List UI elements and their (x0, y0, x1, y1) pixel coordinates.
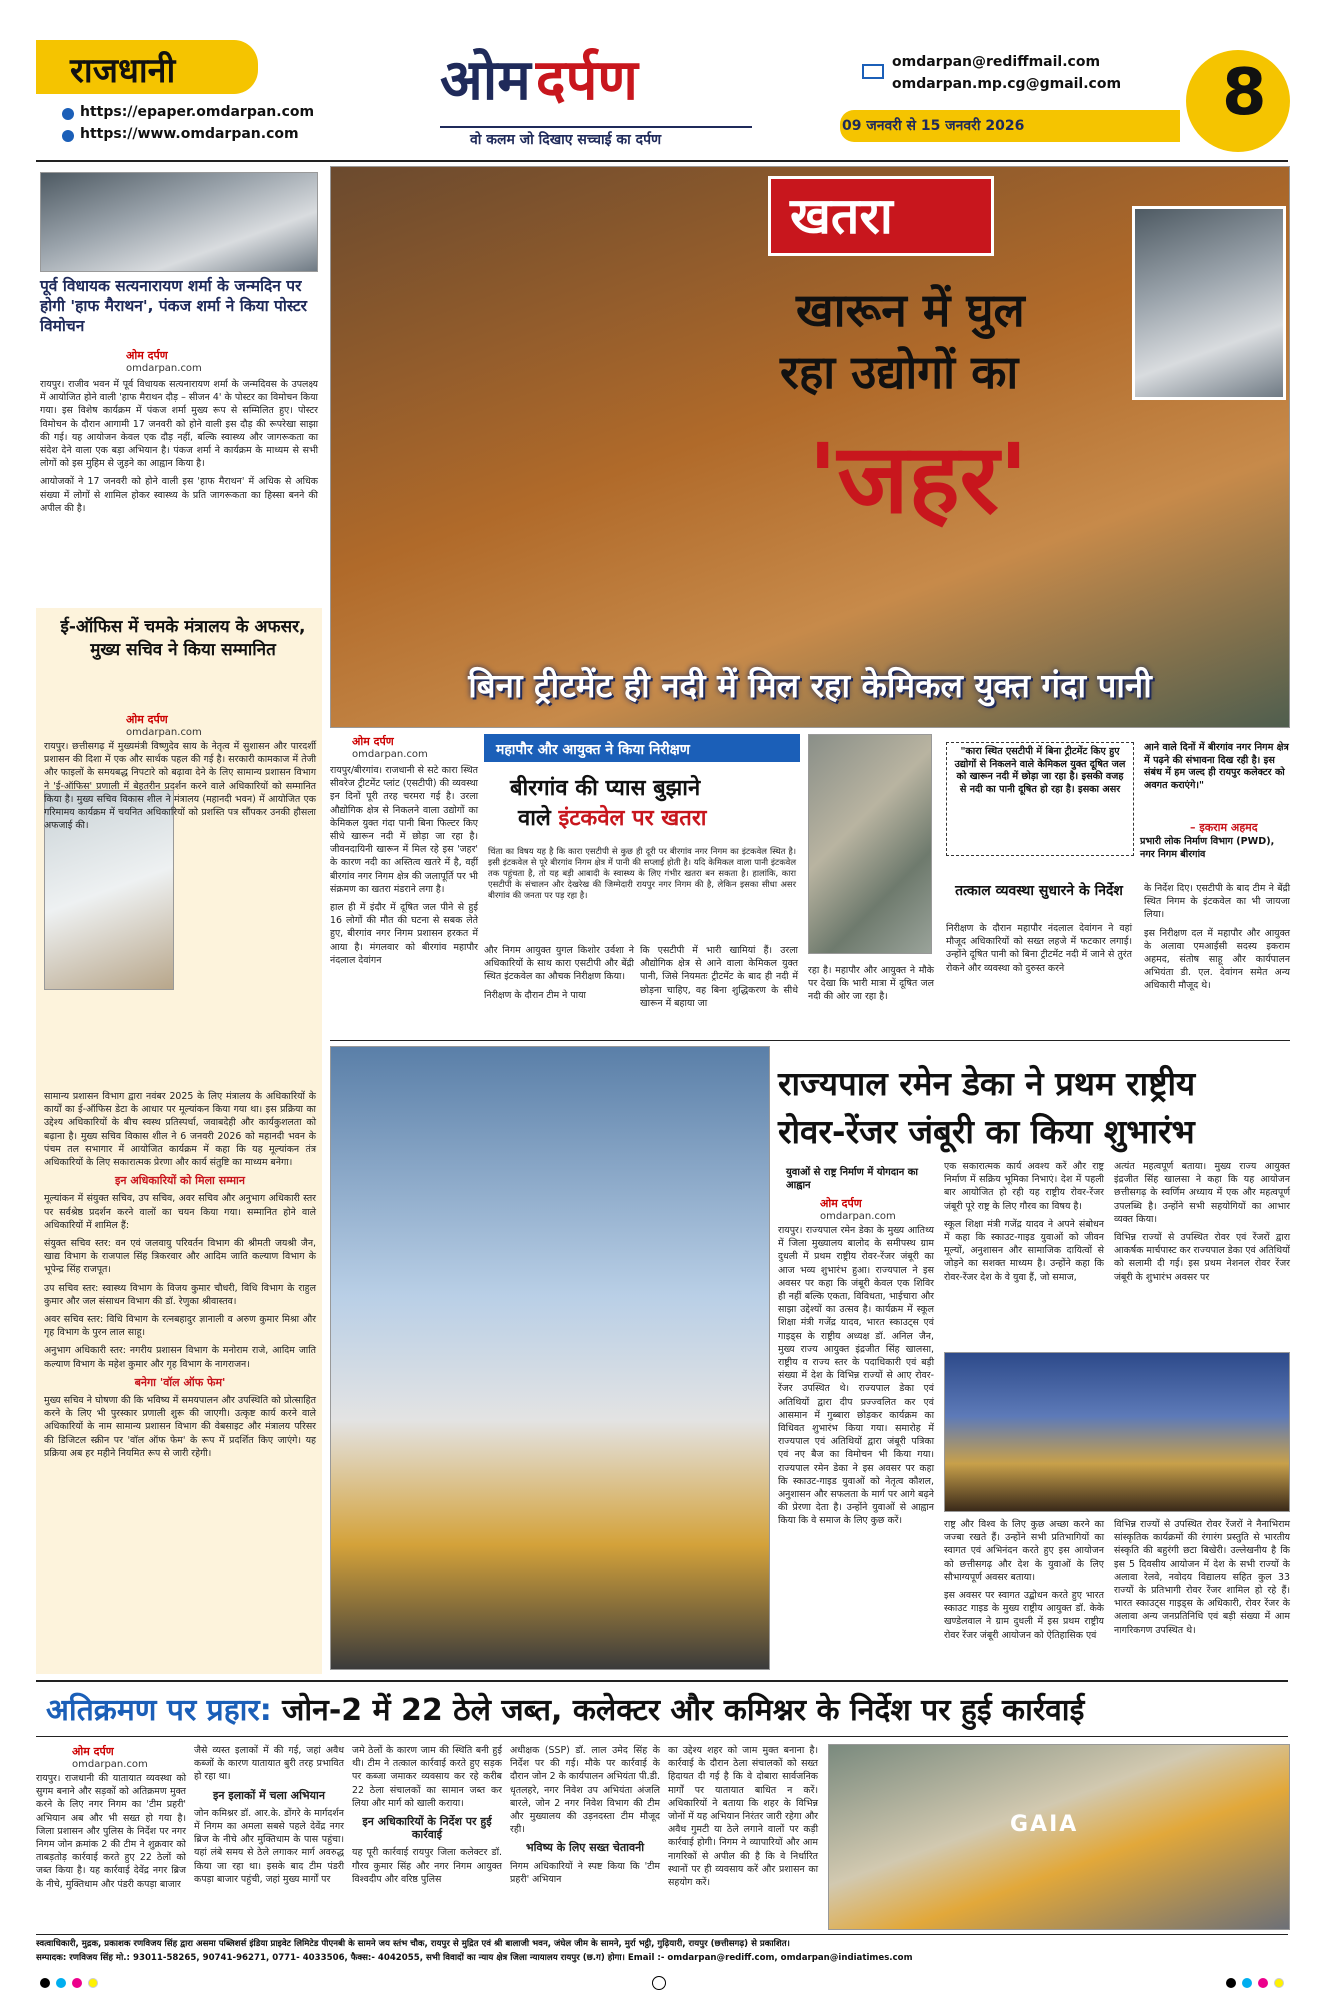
story2-body-cont (44, 1090, 316, 1465)
byline-site: omdarpan.com (72, 1759, 148, 1770)
subhead-wall-of-fame: बनेगा 'वॉल ऑफ फेम' (134, 1375, 226, 1389)
paragraph: कि एसटीपी में भारी खामियां हैं। उरला औद्योगिक क्षेत्र से आने वाला केमिकल युक्त पानी, जिसे नियमतः ट्रीटमेंट के बाद ही नदी में छोड़ना चाहिए, वह बिना शुद्धिकरण के सीधे खारून में बहाया जा (640, 945, 798, 1009)
story2-headline: ई-ऑफिस में चमके मंत्रालय के अफसर, मुख्य सचिव ने किया सम्मानित (60, 617, 306, 660)
color-dot (56, 1978, 66, 1988)
byline-site: omdarpan.com (126, 363, 202, 374)
paragraph: जोन कमिश्नर डॉ. आर.के. डोंगरे के मार्गदर्शन में निगम का अमला सबसे पहले देवेंद्र नगर ब्रिज के नीचे और मुक्तिधाम के पास पहुंचा। यहां लंबे समय से ठेले लगाकर मार्ग अवरुद्ध किया जा रहा था। इसके बाद टीम पंडरी कपड़ा बाजार पहुंची, जहां मुख्य मार्गों पर (194, 1807, 344, 1885)
paragraph: अधीक्षक (SSP) डॉ. लाल उमेद सिंह के निर्देश पर की गई। मौके पर कार्रवाई के दौरान जोन 2 के कार्यपालन अभियंता पी.डी. धृतलहरे, नगर निवेश उप अभियंता अंजलि बारले, जोन 2 नगर निवेश विभाग की टीम और मुख्यालय की उड़नदस्ता टीम मौजूद रही। (510, 1745, 660, 1836)
byline-name: ओम दर्पण (126, 713, 168, 726)
byline-site: omdarpan.com (820, 1211, 896, 1222)
lead-col2 (484, 944, 634, 1007)
subhead-honoured: इन अधिकारियों को मिला सम्मान (114, 1174, 245, 1188)
paragraph: यह पूरी कार्रवाई रायपुर जिला कलेक्टर डॉ. गौरव कुमार सिंह और नगर निगम आयुक्त विश्वदीप और वरिष्ठ पुलिस (352, 1847, 502, 1885)
color-dot (72, 1978, 82, 1988)
shop-sign: GAIA (1010, 1812, 1079, 1837)
lead-col1 (330, 764, 478, 972)
intake-subhead-b (518, 802, 707, 832)
inspection-tag-text: महापौर और आयुक्त ने किया निरीक्षण (496, 742, 690, 758)
paragraph: जमे ठेलों के कारण जाम की स्थिति बनी हुई थी। टीम ने तत्काल कार्रवाई करते हुए सड़क पर कब्जा जमाकर व्यवसाय कर रहे करीब 22 ठेला संचालकों का सामान जब्त कर लिया और मार्ग को खाली कराया। (352, 1745, 502, 1809)
color-dot (1242, 1978, 1252, 1988)
bottom-headline-rule (36, 1736, 1288, 1737)
paragraph: निरीक्षण के दौरान महापौर नंदलाल देवांगन ने वहां मौजूद अधिकारियों को सख्त लहजे में फटकार लगाई। उन्होंने दूषित पानी को बिना ट्रीटमेंट नदी में जाने से तुरंत रोकने और व्यवस्था को दुरुस्त करने (946, 923, 1132, 974)
paragraph: हाल ही में इंदौर में दूषित जल पीने से हुई 16 लोगों की मौत की घटना से सबक लेते हुए, बीरगांव नगर निगम प्रशासन हरकत में आया है। मंगलवार को बीरगांव महापौर नंदलाल देवांगन (330, 902, 478, 966)
globe-icon (62, 108, 74, 120)
email-1[interactable]: omdarpan@rediffmail.com (892, 54, 1101, 70)
paragraph: मूल्यांकन में संयुक्त सचिव, उप सचिव, अवर सचिव और अनुभाग अधिकारी स्तर पर सर्वश्रेष्ठ प्रदर्शन करने वालों का चयन किया गया। सम्मानित होने वाले अधिकारियों में शामिल हैं: (44, 1193, 316, 1231)
lead-headline-a: खारून में घुल (796, 283, 1025, 337)
side-text (946, 922, 1132, 980)
website-url[interactable]: https://www.omdarpan.com (80, 126, 299, 142)
registration-mark-bar (36, 1976, 1288, 1990)
paragraph: निगम अधिकारियों ने स्पष्ट किया कि 'टीम प्रहरी' अभियान (510, 1860, 660, 1885)
kicker: खतरा (790, 187, 893, 245)
paragraph: उप सचिव स्तर: स्वास्थ्य विभाग के विजय कुमार चौधरी, विधि विभाग के राहुल कुमार और जल संसाधन विभाग की डॉ. रेणुका श्रीवास्तव। (44, 1282, 316, 1307)
rover-col3 (1114, 1160, 1290, 1289)
paragraph: स्कूल शिक्षा मंत्री गजेंद्र यादव ने अपने संबोधन में कहा कि स्काउट-गाइड युवाओं को जीवन मूल्यों, अनुशासन और सामाजिक दायित्वों से जोड़ने का सशक्त माध्यम है। उन्होंने कहा कि रोवर-रेंजर देश के वे युवा हैं, जो समाज, (944, 1218, 1104, 1283)
quote-name: – इकराम अहमद (1190, 821, 1258, 834)
officials-photo (808, 734, 932, 954)
paragraph: इस अवसर पर स्वागत उद्बोधन करते हुए भारत स्काउट गाइड के मुख्य राष्ट्रीय आयुक्त डॉ. केके खण्डेलवाल ने ग्राम दुधली में इस प्रथम राष्ट्रीय रोवर रेंजर जंबूरी आयोजन को ऐतिहासिक एवं (944, 1590, 1104, 1641)
paragraph: चिंता का विषय यह है कि कारा एसटीपी से कुछ ही दूरी पर बीरगांव नगर निगम का इंटकवेल स्थित है। इसी इंटकवेल से पूरे बीरगांव निगम क्षेत्र में पानी की सप्लाई होती है। यदि केमिकल वाला पानी इंटकवेल तक पहुंचता है, तो यह बड़ी आबादी के स्वास्थ्य के लिए गंभीर खतरा बन सकता है। हालांकि, कारा एसटीपी के संचालन और देखरेख की जिम्मेदारी रायपुर नगर निगम की है, लेकिन इसका सीधा असर बीरगांव की जनता पर पड़ रहा है। (488, 846, 796, 900)
imprint-line-2: सम्पादक: रणविजय सिंह मो.: 93011-58265, 90741-96271, 0771- 4033506, फैक्स:- 4042055, सभी विवादों का न्याय क्षेत्र जिला न्यायालय रायपुर (छ.ग) होगा। Email :- omdarpan@rediff.com, omdarpan@indiatimes.com (36, 1953, 913, 1963)
paragraph: एक सकारात्मक कार्य अवश्य करें और राष्ट्र निर्माण में सक्रिय भूमिका निभाएं। देश में पहली बार आयोजित हो रही यह राष्ट्रीय रोवर-रेंजर जंबूरी पूरे राष्ट्र के लिए गौरव का विषय है। (944, 1161, 1104, 1212)
imprint-line-1: स्वत्वाधिकारी, मुद्रक, प्रकाशक रणविजय सिंह द्वारा असमा पब्लिशर्स इंडिया प्राइवेट लिमिटेड पीएनबी के सामने जय स्तंभ चौक, रायपुर से मुद्रित एवं श्री बालाजी भवन, जंघेल जीम के सामने, मुर्रा भट्ठी, गुढ़ियारी, रायपुर (छत्तीसगढ़) से प्रकाशित। (36, 1939, 790, 1949)
intake-box-text (488, 846, 796, 906)
story2-byline (126, 712, 202, 738)
tagline: वो कलम जो दिखाए सच्चाई का दर्पण (470, 132, 662, 148)
paragraph: रायपुर/बीरगांव। राजधानी से सटे कारा स्थित सीवरेज ट्रीटमेंट प्लांट (एसटीपी) की व्यवस्था इन दिनों पूरी तरह चरमरा गई है। उरला औद्योगिक क्षेत्र से निकलने वाला उद्योगों का केमिकल युक्त गंदा पानी बिना फिल्टर किए सीधे खारून नदी में छोड़ा जा रहा है। जीवनदायिनी खारून में मिल रहे इस 'जहर' के कारण नदी का अस्तित्व खतरे में है, वहीं बीरगांव नगर निगम क्षेत्र की जलापूर्ति पर भी संक्रमण का खतरा मंडराने लगा है। (330, 765, 478, 895)
rover-col1 (778, 1224, 934, 1533)
subhead: इन अधिकारियों के निर्देश पर हुई कार्रवाई (362, 1815, 492, 1842)
lead-banner: बिना ट्रीटमेंट ही नदी में मिल रहा केमिकल युक्त गंदा पानी (468, 666, 1152, 705)
epaper-url[interactable]: https://epaper.omdarpan.com (80, 104, 315, 120)
byline-name: ओम दर्पण (820, 1197, 862, 1210)
paragraph: रहा है। महापौर और आयुक्त ने मौके पर देखा कि भारी मात्रा में दूषित जल नदी की ओर जा रहा है। (808, 965, 934, 1003)
inset-photo (1132, 206, 1286, 400)
lead-headline-c: 'जहर' (808, 423, 1029, 535)
rover-col2 (944, 1160, 1104, 1289)
paragraph: रायपुर। राज्यपाल रमेन डेका के मुख्य आतिथ्य में जिला मुख्यालय बालोद के समीपस्थ ग्राम दुधली में प्रथम राष्ट्रीय रोवर-रेंजर जंबूरी का आज भव्य शुभारंभ हुआ। राज्यपाल ने इस अवसर पर कहा कि जंबूरी केवल एक शिविर ही नहीं बल्कि एकता, विविधता, भाईचारा और साझा उद्देश्यों का उत्सव है। कार्यक्रम में स्कूल शिक्षा मंत्री गजेंद्र यादव, भारत स्काउट्स एवं गाइड्स के राष्ट्रीय अध्यक्ष डॉ. अनिल जैन, मुख्य राज्य आयुक्त इंद्रजीत सिंह खालसा, राष्ट्रीय व राज्य स्तर के पदाधिकारी एवं बड़ी संख्या में देश के विभिन्न राज्यों से आए रोवर-रेंजर उपस्थित थे। राज्यपाल डेका एवं अतिथियों द्वारा दीप प्रज्ज्वलित कर एवं आसमान में गुब्बारा छोड़कर कार्यक्रम का विधिवत शुभारंभ किया गया। समारोह में राज्यपाल एवं अतिथियों द्वारा जंबूरी पत्रिका एवं नए बैज का विमोचन भी किया गया। राज्यपाल रमेन डेका ने इस अवसर पर कहा कि स्काउट-गाइड युवाओं को नेतृत्व कौशल, अनुशासन और सफलता के मार्ग पर आगे बढ़ने की प्रेरणा देता है। उन्होंने युवाओं से आह्वान किया कि वे समाज के लिए कुछ करें। (778, 1225, 934, 1527)
paragraph: रायपुर। राजीव भवन में पूर्व विधायक सत्यनारायण शर्मा के जन्मदिवस के उपलक्ष्य में आयोजित होने वाली 'हाफ मैराथन दौड़ – सीजन 4' के पोस्टर का विमोचन किया गया। इस विशेष कार्यक्रम में पंकज शर्मा मुख्य रूप से सम्मिलित हुए। पोस्टर विमोचन के दौरान आगामी 17 जनवरी को होने वाली इस दौड़ की रूपरेखा साझा की गई। यह आयोजन केवल एक दौड़ नहीं, बल्कि स्वास्थ्य और जागरूकता का संदेश देने वाला एक बड़ा अभियान है। पंकज शर्मा ने कार्यक्रम के माध्यम से सभी लोगों को इस मुहिम से जुड़ने का आह्वान किया है। (40, 379, 318, 470)
quote-text-2: आने वाले दिनों में बीरगांव नगर निगम क्षेत्र में पढ़ने की संभावना दिख रही है। इस संबंध में हम जल्द ही रायपुर कलेक्टर को अवगत कराएंगे।" (1144, 742, 1289, 791)
bottom-headline (46, 1688, 1290, 1729)
intake-subhead-word: वाले (518, 806, 551, 831)
paragraph: रायपुर। छत्तीसगढ़ में मुख्यमंत्री विष्णुदेव साय के नेतृत्व में सुशासन और पारदर्शी प्रशासन की दिशा में एक और सार्थक पहल की गई है। सरकारी कामकाज में तेजी और फाइलों के समयबद्ध निपटारे को बढ़ावा देने के लिए सामान्य प्रशासन विभाग ने 'ई-ऑफिस' प्रणाली में बेहतरीन प्रदर्शन करने वाले अधिकारियों को सम्मानित किया है। मुख्य सचिव विकास शील ने मंत्रालय (महानदी भवन) में आयोजित एक गरिमामय कार्यक्रम में चयनित अधिकारियों को प्रशस्ति पत्र सौंपकर उनकी हौसला अफजाई की। (44, 741, 316, 832)
paragraph: अवर सचिव स्तर: विधि विभाग के रत्नबहादुर ज्ञानाली व अरुण कुमार मिश्रा और गृह विभाग के पुरन लाल साहू। (44, 1314, 316, 1339)
paragraph: और निगम आयुक्त युगल किशोर उर्वशा ने अधिकारियों के साथ कारा एसटीपी और बेंद्री स्थित इंटकवेल का औचक निरीक्षण किया। (484, 945, 634, 983)
paragraph: विभिन्न राज्यों से उपस्थित रोवर रेंजरों ने नैनाभिराम सांस्कृतिक कार्यक्रमों की रंगारंग प्रस्तुति से भारतीय संस्कृति की बहुरंगी छटा बिखेरी। उल्लेखनीय है कि इस 5 दिवसीय आयोजन में देश के सभी राज्यों के अलावा रेलवे, नवोदय विद्यालय सहित कुल 33 राज्यों के प्रतिभागी रोवर रेंजर शामिल हो रहे हैं। भारत स्काउट्स गाइड्स के अधिकारी, रोवर रेंजर के अलावा अन्य जनप्रतिनिधि एवं बड़ी संख्या में आम नागरिकगण उपस्थित थे। (1114, 1519, 1290, 1636)
bottom-col4 (510, 1744, 660, 1891)
paragraph: विभिन्न राज्यों से उपस्थित रोवर एवं रेंजरों द्वारा आकर्षक मार्चपास्ट कर राज्यपाल डेका एवं अतिथियों को सलामी दी गई। इस प्रथम नेशनल रोवर रेंजर जंबूरी के शुभारंभ अवसर पर (1114, 1232, 1290, 1283)
color-dot (1258, 1978, 1268, 1988)
lead-col4 (808, 964, 934, 1009)
subhead: भविष्य के लिए सख्त चेतावनी (525, 1841, 645, 1855)
rover-headline-b: रोवर-रेंजर जंबूरी का किया शुभारंभ (778, 1112, 1195, 1151)
globe-icon (62, 130, 74, 142)
bottom-col5 (668, 1744, 818, 1894)
byline-site: omdarpan.com (126, 727, 202, 738)
paragraph: सामान्य प्रशासन विभाग द्वारा नवंबर 2025 के लिए मंत्रालय के अधिकारियों के कार्यों का ई-ऑफिस डेटा के आधार पर मूल्यांकन किया गया था। इस प्रक्रिया का उद्देश्य अधिकारियों के बीच स्वस्थ प्रतिस्पर्धा, जवाबदेही और कार्यकुशलता को बढ़ाना है। मुख्य सचिव विकास शील ने 6 जनवरी 2026 को महानदी भवन के पंचम तल सभागार में आयोजित कार्यक्रम में कहा कि यह मूल्यांकन तंत्र अधिकारियों के लिए सकारात्मक प्रेरणा और कार्य संतुष्टि का माध्यम बनेगा। (44, 1091, 316, 1169)
issue-date: 09 जनवरी से 15 जनवरी 2026 (842, 118, 1025, 134)
bottom-col2 (194, 1744, 344, 1891)
paragraph: जैसे व्यस्त इलाकों में की गई, जहां अवैध कब्जों के कारण यातायात बुरी तरह प्रभावित हो रहा था। (194, 1745, 344, 1783)
paragraph: का उद्देश्य शहर को जाम मुक्त बनाना है। कार्रवाई के दौरान ठेला संचालकों को सख्त हिदायत दी गई है कि वे दोबारा सार्वजनिक मार्गों पर यातायात बाधित न करें। अधिकारियों ने बताया कि शहर के विभिन्न जोनों में यह अभियान निरंतर जारी रहेगा और अवैध गुमटी या ठेले लगाने वालों पर कड़ी कार्रवाई होगी। निगम ने व्यापारियों और आम नागरिकों से अपील की है कि वे निर्धारित स्थानों पर ही व्यवसाय करें और प्रशासन का सहयोग करें। (668, 1745, 818, 1889)
paragraph: इस निरीक्षण दल में महापौर और आयुक्त के अलावा एमआईसी सदस्य इकराम अहमद, संतोष साहू और कार्यपालन अभियंता डी. एल. देवांगन समेत अन्य अधिकारी मौजूद थे। (1144, 927, 1290, 992)
page-number: 8 (1222, 56, 1267, 130)
color-dot (88, 1978, 98, 1988)
rover-col3-cont (1114, 1518, 1290, 1642)
masthead (440, 40, 760, 126)
encroachment-photo (828, 1744, 1290, 1930)
bottom-headline-lead: अतिक्रमण पर प्रहार: (46, 1693, 272, 1728)
paragraph: संयुक्त सचिव स्तर: वन एवं जलवायु परिवर्तन विभाग की श्रीमती जयश्री जैन, खाद्य विभाग के राजपाल सिंह त्रिकरवार और आदिम जाति कल्याण विभाग के भूपेन्द्र सिंह राजपूत। (44, 1238, 316, 1276)
footer-divider (36, 1934, 1288, 1935)
section-title: राजधानी (70, 51, 176, 91)
mail-icon (862, 64, 884, 79)
story1-byline (126, 348, 202, 374)
registration-mark-icon (652, 1976, 666, 1990)
intake-subhead-red: इंटकवेल पर खतरा (558, 806, 707, 831)
poster-launch-photo (40, 172, 318, 272)
email-2[interactable]: omdarpan.mp.cg@gmail.com (892, 76, 1122, 92)
subhead: इन इलाकों में चला अभियान (212, 1788, 326, 1802)
masthead-om: ओम (440, 48, 531, 113)
bottom-byline (72, 1744, 148, 1770)
bottom-headline-rest: जोन-2 में 22 ठेले जब्त, कलेक्टर और कमिश्नर के निर्देश पर हुई कार्रवाई (282, 1693, 1085, 1728)
section-divider (330, 1040, 1290, 1041)
governor-jeep-photo (330, 1046, 770, 1670)
story1-body (40, 378, 318, 520)
rover-col2-cont (944, 1518, 1104, 1647)
rover-headline-a: राज्यपाल रमेन डेका ने प्रथम राष्ट्रीय (778, 1064, 1196, 1103)
story2-body (44, 740, 316, 837)
paragraph: आयोजकों ने 17 जनवरी को होने वाली इस 'हाफ मैराथन' में अधिक से अधिक संख्या में लोगों से शामिल होकर स्वास्थ्य के प्रति जागरूकता का हिस्सा बनने की अपील की है। (40, 476, 318, 514)
bottom-col3 (352, 1744, 502, 1891)
paragraph: अनुभाग अधिकारी स्तर: नगरीय प्रशासन विभाग के मनोराम राजे, आदिम जाति कल्याण विभाग के महेश कुमार और गृह विभाग के नागराजन। (44, 1345, 316, 1370)
masthead-darpan: दर्पण (535, 48, 638, 113)
header-divider (36, 160, 1288, 162)
side-subhead: तत्काल व्यवस्था सुधारने के निर्देश (955, 883, 1123, 899)
lead-col3 (640, 944, 798, 1015)
paragraph: के निर्देश दिए। एसटीपी के बाद टीम ने बेंद्री स्थित निगम के इंटकवेल का भी जायजा लिया। (1144, 883, 1290, 921)
paragraph: अत्यंत महत्वपूर्ण बताया। मुख्य राज्य आयुक्त इंद्रजीत सिंह खालसा ने कहा कि यह आयोजन छत्तीसगढ़ के स्वर्णिम अध्याय में एक और महत्वपूर्ण उपलब्धि है। उन्होंने सभी सहयोगियों का आभार व्यक्त किया। (1114, 1161, 1290, 1225)
intake-subhead-a: बीरगांव की प्यास बुझाने (510, 776, 701, 801)
bottom-divider (36, 1680, 1288, 1682)
color-dot (40, 1978, 50, 1988)
quote-text: "कारा स्थित एसटीपी में बिना ट्रीटमेंट किए हुए उद्योगों से निकलने वाले केमिकल युक्त दूषित जल को खारून नदी में छोड़ा जा रहा है। इसकी वजह से नदी का पानी दूषित हो रहा है। इसका असर (954, 746, 1126, 795)
story1-headline: पूर्व विधायक सत्यनारायण शर्मा के जन्मदिन पर होगी 'हाफ मैराथन', पंकज शर्मा ने किया पोस्टर विमोचन (40, 277, 308, 335)
paragraph: राष्ट्र और विश्व के लिए कुछ अच्छा करने का जज्बा रखते हैं। उन्होंने सभी प्रतिभागियों का स्वागत एवं अभिनंदन करते हुए इस आयोजन को छत्तीसगढ़ और देश के युवाओं के लिए सौभाग्यपूर्ण अवसर बताया। (944, 1519, 1104, 1583)
quote-role: प्रभारी लोक निर्माण विभाग (PWD), नगर निगम बीरगांव (1140, 836, 1275, 860)
bottom-col1 (36, 1772, 186, 1896)
byline-site: omdarpan.com (352, 749, 428, 760)
byline-name: ओम दर्पण (72, 1745, 114, 1758)
rover-byline (820, 1196, 896, 1222)
byline-name: ओम दर्पण (352, 735, 394, 748)
paragraph: निरीक्षण के दौरान टीम ने पाया (484, 989, 586, 1001)
rover-tag: युवाओं से राष्ट्र निर्माण में योगदान का आह्वान (786, 1167, 918, 1191)
byline-name: ओम दर्पण (126, 349, 168, 362)
stage-photo (944, 1352, 1290, 1512)
color-dot (1274, 1978, 1284, 1988)
lead-byline (352, 734, 428, 760)
paragraph: रायपुर। राजधानी की यातायात व्यवस्था को सुगम बनाने और सड़कों को अतिक्रमण मुक्त करने के लिए नगर निगम का 'टीम प्रहरी' अभियान अब और भी सख्त हो गया है। जिला प्रशासन और पुलिस के निर्देश पर नगर निगम जोन क्रमांक 2 की टीम ने शुक्रवार को ताबड़तोड़ कार्रवाई करते हुए 22 ठेलों को जब्त किया है। यह कार्रवाई देवेंद्र नगर ब्रिज के नीचे, मुक्तिधाम और पंडरी कपड़ा बाजार (36, 1773, 186, 1890)
lead-headline-b: रहा उद्योगों का (780, 345, 1019, 399)
color-dot (1226, 1978, 1236, 1988)
side-text-2 (1144, 882, 1290, 998)
paragraph: मुख्य सचिव ने घोषणा की कि भविष्य में समयपालन और उपस्थिति को प्रोत्साहित करने के लिए भी पुरस्कार प्रणाली शुरू की जाएगी। उत्कृष्ट कार्य करने वाले अधिकारियों के नाम सामान्य प्रशासन विभाग की वेबसाइट और मंत्रालय परिसर की डिजिटल स्क्रीन पर 'वॉल ऑफ फेम' के रूप में प्रदर्शित किए जाएंगे। यह प्रक्रिया अब हर महीने नियमित रूप से जारी रहेगी। (44, 1395, 316, 1459)
